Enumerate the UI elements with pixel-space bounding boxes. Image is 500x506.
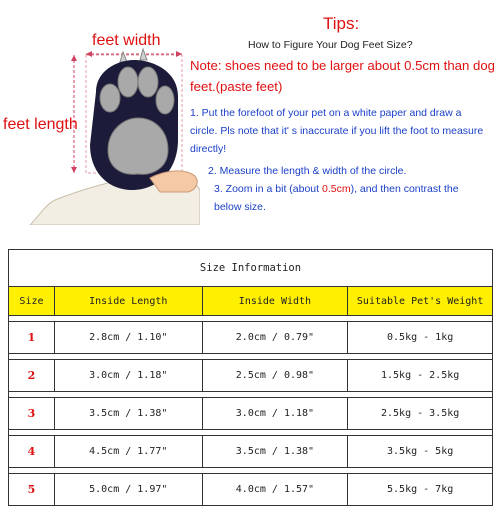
tip-step-1: 1. Put the forefoot of your pet on a white paper and draw a circle. Pls note that it' s inaccurate if you lift the foot to measure directly!: [190, 107, 484, 155]
tip-step-3-text-a: 3. Zoom in a bit (about: [214, 183, 322, 195]
tip-step-3-highlight: 0.5cm: [321, 183, 351, 195]
pet-weight-cell: 1.5kg - 2.5kg: [348, 360, 493, 392]
column-header-size: Size: [9, 287, 55, 316]
inside-length-cell: 3.5cm / 1.38": [54, 398, 202, 430]
inside-length-cell: 3.0cm / 1.18": [54, 360, 202, 392]
table-title: Size Information: [9, 250, 493, 287]
inside-length-cell: 5.0cm / 1.97": [54, 474, 202, 506]
pet-weight-cell: 3.5kg - 5kg: [348, 436, 493, 468]
table-row: [9, 474, 493, 506]
size-cell: 2: [9, 360, 55, 392]
table-row: [9, 360, 493, 392]
feet-width-label: feet width: [92, 32, 161, 49]
inside-width-cell: 2.5cm / 0.98": [202, 360, 348, 392]
inside-width-cell: 3.5cm / 1.38": [202, 436, 348, 468]
column-header-inside-width: Inside Width: [202, 287, 348, 316]
pet-weight-cell: 5.5kg - 7kg: [348, 474, 493, 506]
column-header-inside-length: Inside Length: [54, 287, 202, 316]
paw-measurement-illustration: [0, 0, 200, 225]
inside-length-cell: 4.5cm / 1.77": [54, 436, 202, 468]
tip-step-3: [214, 180, 484, 216]
table-row: [9, 398, 493, 430]
tip-step-2: 2. Measure the length & width of the circle.: [208, 165, 407, 177]
pet-weight-cell: 2.5kg - 3.5kg: [348, 398, 493, 430]
inside-width-cell: 3.0cm / 1.18": [202, 398, 348, 430]
tip-step-3-text-b: ), and then contrast the below size.: [214, 183, 459, 213]
size-cell: 1: [9, 322, 55, 354]
tips-title: Tips:: [323, 14, 360, 33]
feet-length-label: feet length: [3, 116, 78, 133]
size-cell: 4: [9, 436, 55, 468]
column-header-pet-weight: Suitable Pet's Weight: [348, 287, 493, 316]
inside-width-cell: 2.0cm / 0.79": [202, 322, 348, 354]
inside-length-cell: 2.8cm / 1.10": [54, 322, 202, 354]
table-row: [9, 322, 493, 354]
pet-weight-cell: 0.5kg - 1kg: [348, 322, 493, 354]
size-cell: 5: [9, 474, 55, 506]
tips-subtitle: How to Figure Your Dog Feet Size?: [248, 39, 413, 51]
size-cell: 3: [9, 398, 55, 430]
size-information-table: [8, 249, 493, 506]
tips-note: Note: shoes need to be larger about 0.5cm than dog feet.(paste feet): [190, 58, 495, 94]
table-row: [9, 436, 493, 468]
inside-width-cell: 4.0cm / 1.57": [202, 474, 348, 506]
